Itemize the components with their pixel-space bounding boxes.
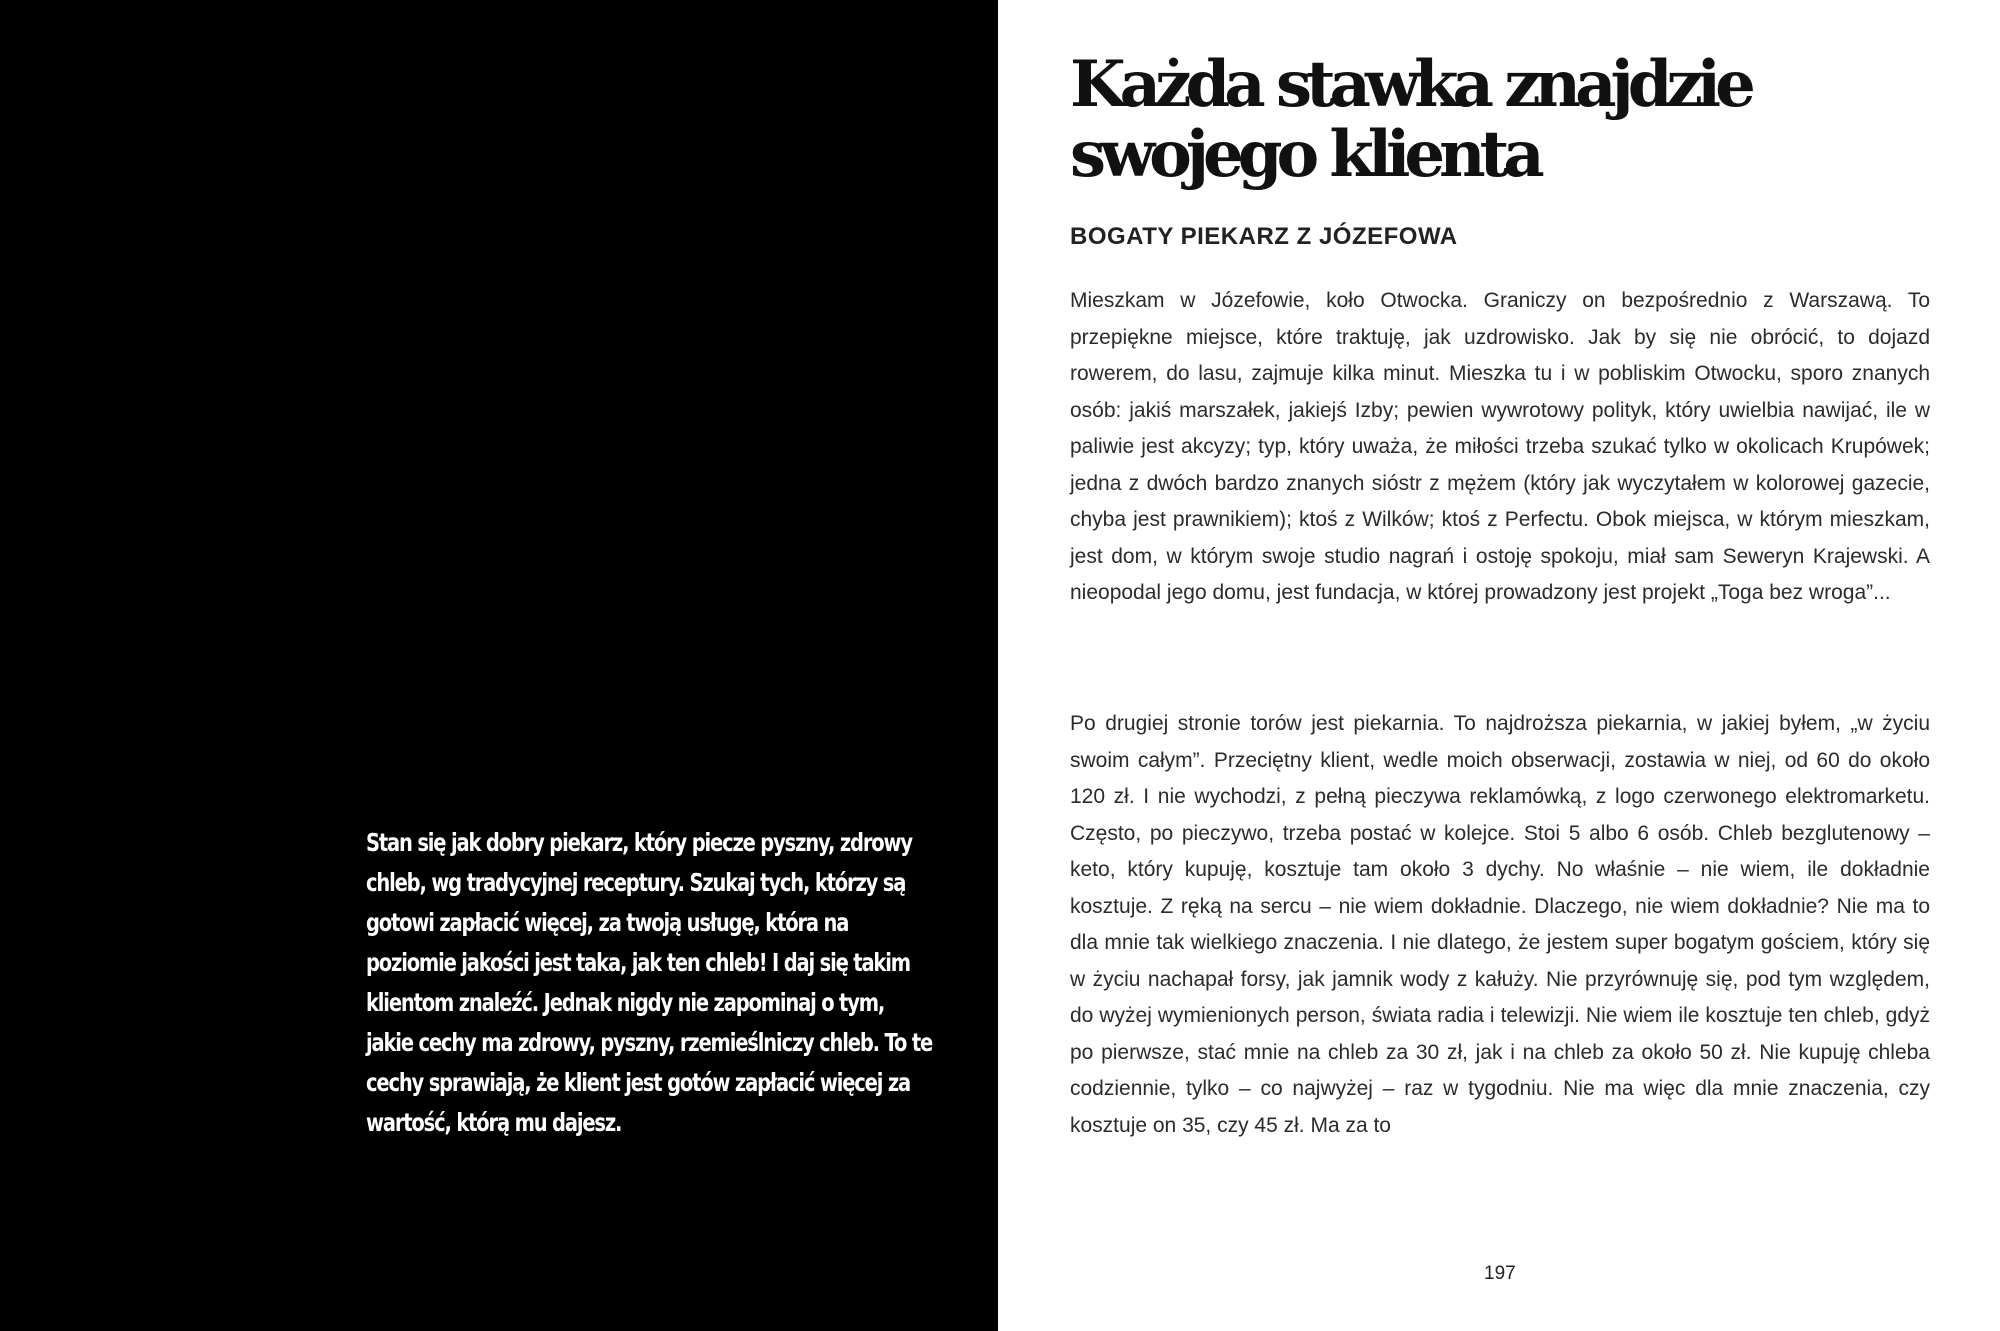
body-paragraph-2: Po drugiej stronie torów jest piekarnia. To najdroższa piekarnia, w jakiej byłem, „w życiu swoim całym”. Przeciętny klient, wedle moich obserwacji, zostawia w niej, od 60 do około 120 zł. I nie wychodzi, z pełną pieczywa reklamówką, z logo czerwonego elektromarketu. Często, po pieczywo, trzeba postać w kolejce. Stoi 5 albo 6 osób. Chleb bezglutenowy – keto, który kupuję, kosztuje tam około 3 dychy. No właśnie – nie wiem, ile dokładnie kosztuje. Z ręką na sercu – nie wiem dokładnie. Dlaczego, nie wiem dokładnie? Nie ma to dla mnie tak wielkiego znaczenia. I nie dlatego, że jestem super bogatym gościem, który się w życiu nachapał forsy, jak jamnik wody z kałuży. Nie przyrównuję się, pod tym względem, do wyżej wymienionych person, świata radia i telewizji. Nie wiem ile kosztuje ten chleb, gdyż po pierwsze, stać mnie na chleb za 30 zł, jak i na chleb za około 50 zł. Nie kupuję chleba codziennie, tylko – co najwyżej – raz w tygodniu. Nie ma więc dla mnie znaczenia, czy kosztuje on 35, czy 45 zł. Ma za to — [1070, 712, 1930, 1137]
page-number: 197 — [1484, 1263, 1516, 1284]
section-subtitle: BOGATY PIEKARZ Z JÓZEFOWA — [1070, 223, 1458, 250]
right-page — [998, 0, 2000, 1331]
pull-quote: Stan się jak dobry piekarz, który piecze pyszny, zdrowy chleb, wg tradycyjnej receptury. Szukaj tych, którzy są gotowi zapłacić więcej, za twoją usługę, która na poziomie jakości jest taka, jak ten chleb! I daj się takim klientom znaleźć. Jednak nigdy nie zapominaj o tym, jakie cechy ma zdrowy, pyszny, rzemieślniczy chleb. To te cechy sprawiają, że klient jest gotów zapłacić więcej za wartość, którą mu dajesz. — [366, 828, 933, 1137]
body-paragraph-1: Mieszkam w Józefowie, koło Otwocka. Graniczy on bezpośrednio z Warszawą. To przepiękne miejsce, które traktuję, jak uzdrowisko. Jak by się nie obrócić, to dojazd rowerem, do lasu, zajmuje kilka minut. Mieszka tu i w pobliskim Otwocku, sporo znanych osób: jakiś marszałek, jakiejś Izby; pewien wywrotowy polityk, który uwielbia nawijać, ile w paliwie jest akcyzy; typ, który uważa, że miłości trzeba szukać tylko w okolicach Krupówek; jedna z dwóch bardzo znanych sióstr z mężem (który jak wyczytałem w kolorowej gazecie, chyba jest prawnikiem); ktoś z Wilków; ktoś z Perfectu. Obok miejsca, w którym mieszkam, jest dom, w którym swoje studio nagrań i ostoję spokoju, miał sam Seweryn Krajewski. A nieopodal jego domu, jest fundacja, w której prowadzony jest projekt „Toga bez wroga”... — [1070, 289, 1930, 604]
left-page — [0, 0, 998, 1331]
chapter-title: Każda stawka znajdzie swojego klienta — [1070, 47, 1750, 192]
